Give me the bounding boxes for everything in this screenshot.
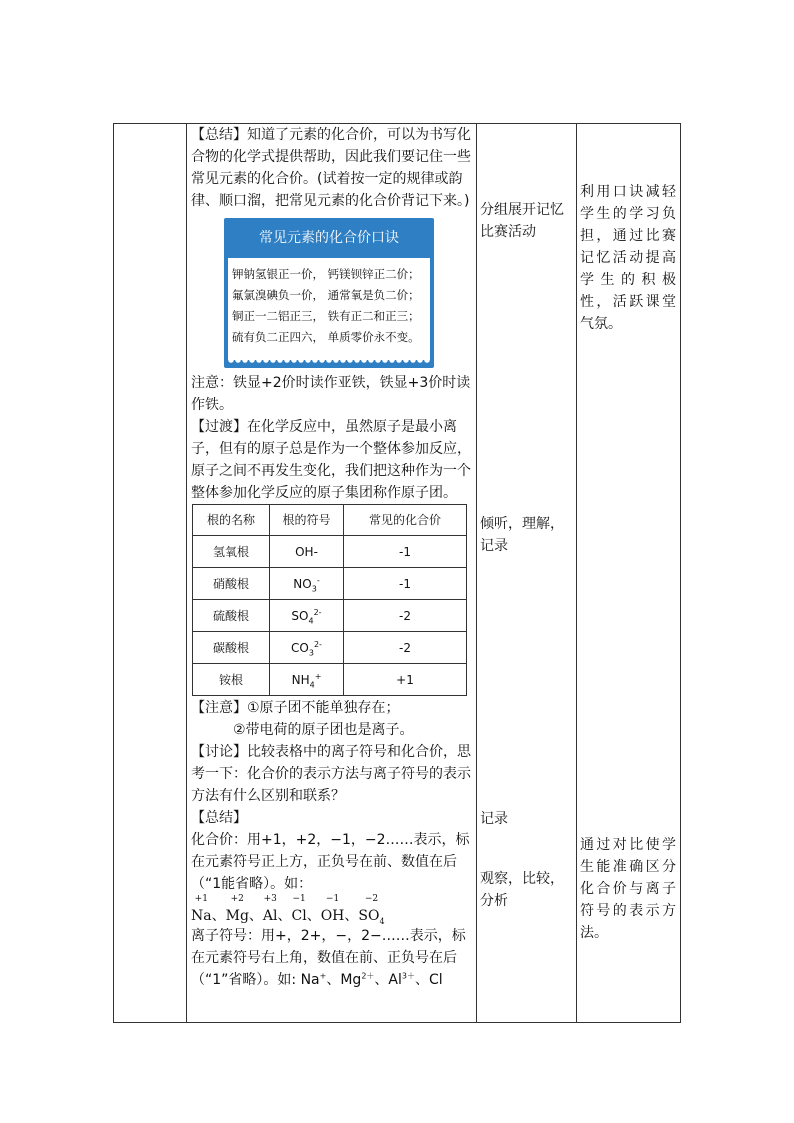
table-header-row bbox=[193, 505, 467, 536]
radical-formula: $NO_3^-$ bbox=[270, 568, 344, 600]
radical-name: 硫酸根 bbox=[193, 600, 270, 632]
radical-valence: +1 bbox=[344, 664, 467, 696]
student-activity-1: 分组展开记忆比赛活动 bbox=[480, 202, 564, 240]
radical-formula: $SO_4^{2-}$ bbox=[270, 600, 344, 632]
design-intent-1: 利用口诀减轻学生的学习负担，通过比赛记忆活动提高学生的积极性，活跃课堂气氛。 bbox=[580, 184, 676, 332]
valence-examples: +1 Na、 +2 Mg、 +3 Al、 −1 Cl、 −1 OH、 −2 $SO_4$ bbox=[191, 894, 385, 926]
summary-paragraph bbox=[191, 124, 476, 212]
attention-line-2: ②带电荷的原子团也是离子。 bbox=[233, 722, 414, 738]
valence-rule: 化合价：用+1，+2，−1，−2……表示，标在元素符号正上方，正负号在前、数值在后（“1能省略）。如： bbox=[191, 832, 470, 892]
radical-name: 碳酸根 bbox=[193, 632, 270, 664]
table-header: 根的符号 bbox=[270, 505, 344, 536]
radical-valence: -2 bbox=[344, 600, 467, 632]
valence-example: +1 Na bbox=[191, 894, 212, 924]
mnemonic-line: 钾钠氢银正一价， 钙镁钡锌正二价； bbox=[232, 267, 420, 281]
mnemonic-line: 铜正一二铝正三， 铁有正二和正三； bbox=[232, 309, 420, 323]
mnemonic-card bbox=[224, 218, 434, 368]
table-header: 常见的化合价 bbox=[344, 505, 467, 536]
mnemonic-body bbox=[228, 258, 430, 360]
radical-name: 硝酸根 bbox=[193, 568, 270, 600]
scalloped-edge bbox=[228, 360, 430, 366]
student-activity-3: 记录 bbox=[480, 811, 508, 827]
table-row bbox=[193, 600, 467, 632]
summary-tag: 【总结】 bbox=[191, 127, 247, 143]
mnemonic-title: 常见元素的化合价口诀 bbox=[259, 230, 399, 246]
discussion-tag: 【讨论】 bbox=[191, 744, 247, 760]
summary2-tag: 【总结】 bbox=[191, 810, 247, 826]
radical-valence: -1 bbox=[344, 568, 467, 600]
table-row bbox=[193, 536, 467, 568]
attention-tag: 【注意】 bbox=[191, 700, 247, 716]
valence-example: −1 OH bbox=[320, 894, 345, 924]
radical-formula: $CO_3^{2-}$ bbox=[270, 632, 344, 664]
teaching-content-column bbox=[191, 124, 476, 991]
radical-valence: -2 bbox=[344, 632, 467, 664]
valence-example: +2 Mg bbox=[225, 894, 249, 924]
table-row bbox=[193, 568, 467, 600]
student-activity-4: 观察，比较，分析 bbox=[480, 871, 564, 909]
transition-tag: 【过渡】 bbox=[191, 419, 247, 435]
table-header: 根的名称 bbox=[193, 505, 270, 536]
radical-valence: -1 bbox=[344, 536, 467, 568]
transition-paragraph bbox=[191, 416, 476, 504]
column-divider bbox=[476, 124, 477, 1022]
valence-example: +3 Al bbox=[262, 894, 278, 924]
transition-text: 在化学反应中，虽然原子是最小离子，但有的原子总是作为一个整体参加反应，原子之间不再发生变化，我们把这种作为一个整体参加化学反应的原子集团称作原子团。 bbox=[191, 419, 471, 501]
attention-line-1: 【注意】①原子团不能单独存在； bbox=[191, 700, 400, 716]
radical-name: 氢氧根 bbox=[193, 536, 270, 568]
valence-example: −1 Cl bbox=[291, 894, 307, 924]
summary-text: 知道了元素的化合价，可以为书写化合物的化学式提供帮助，因此我们要记住一些常见元素的化合价。(试着按一定的规律或韵律、顺口溜，把常见元素的化合价背记下来。) bbox=[191, 127, 471, 209]
radical-formula: OH- bbox=[270, 536, 344, 568]
column-divider bbox=[186, 124, 187, 1022]
radical-formula: $NH_4^+$ bbox=[270, 664, 344, 696]
mnemonic-line: 硫有负二正四六， 单质零价永不变。 bbox=[232, 330, 420, 344]
discussion-paragraph: 【讨论】比较表格中的离子符号和化合价，思考一下：化合价的表示方法与离子符号的表示方法有什么区别和联系？ bbox=[191, 744, 471, 804]
student-activity-2: 倾听，理解，记录 bbox=[480, 516, 564, 554]
design-intent-2: 通过对比使学生能准确区分化合价与离子符号的表示方法。 bbox=[580, 837, 676, 941]
valence-example: −2 $SO_4$ bbox=[358, 894, 385, 926]
radical-table bbox=[192, 504, 467, 696]
table-row bbox=[193, 664, 467, 696]
mnemonic-line: 氟氯溴碘负一价， 通常氧是负二价； bbox=[232, 288, 420, 302]
column-divider bbox=[576, 124, 577, 1022]
lesson-table bbox=[113, 123, 681, 1023]
iron-note: 注意：铁显+2价时读作亚铁，铁显+3价时读作铁。 bbox=[191, 375, 471, 413]
radical-name: 铵根 bbox=[193, 664, 270, 696]
table-row bbox=[193, 632, 467, 664]
ion-rule: 离子符号：用+，2+，−，2−……表示，标在元素符号右上角，数值在前、正负号在后（“1”省略）。如: Na+、$Mg^{2+}$、$Al^{3+}$、Cl bbox=[191, 928, 466, 988]
